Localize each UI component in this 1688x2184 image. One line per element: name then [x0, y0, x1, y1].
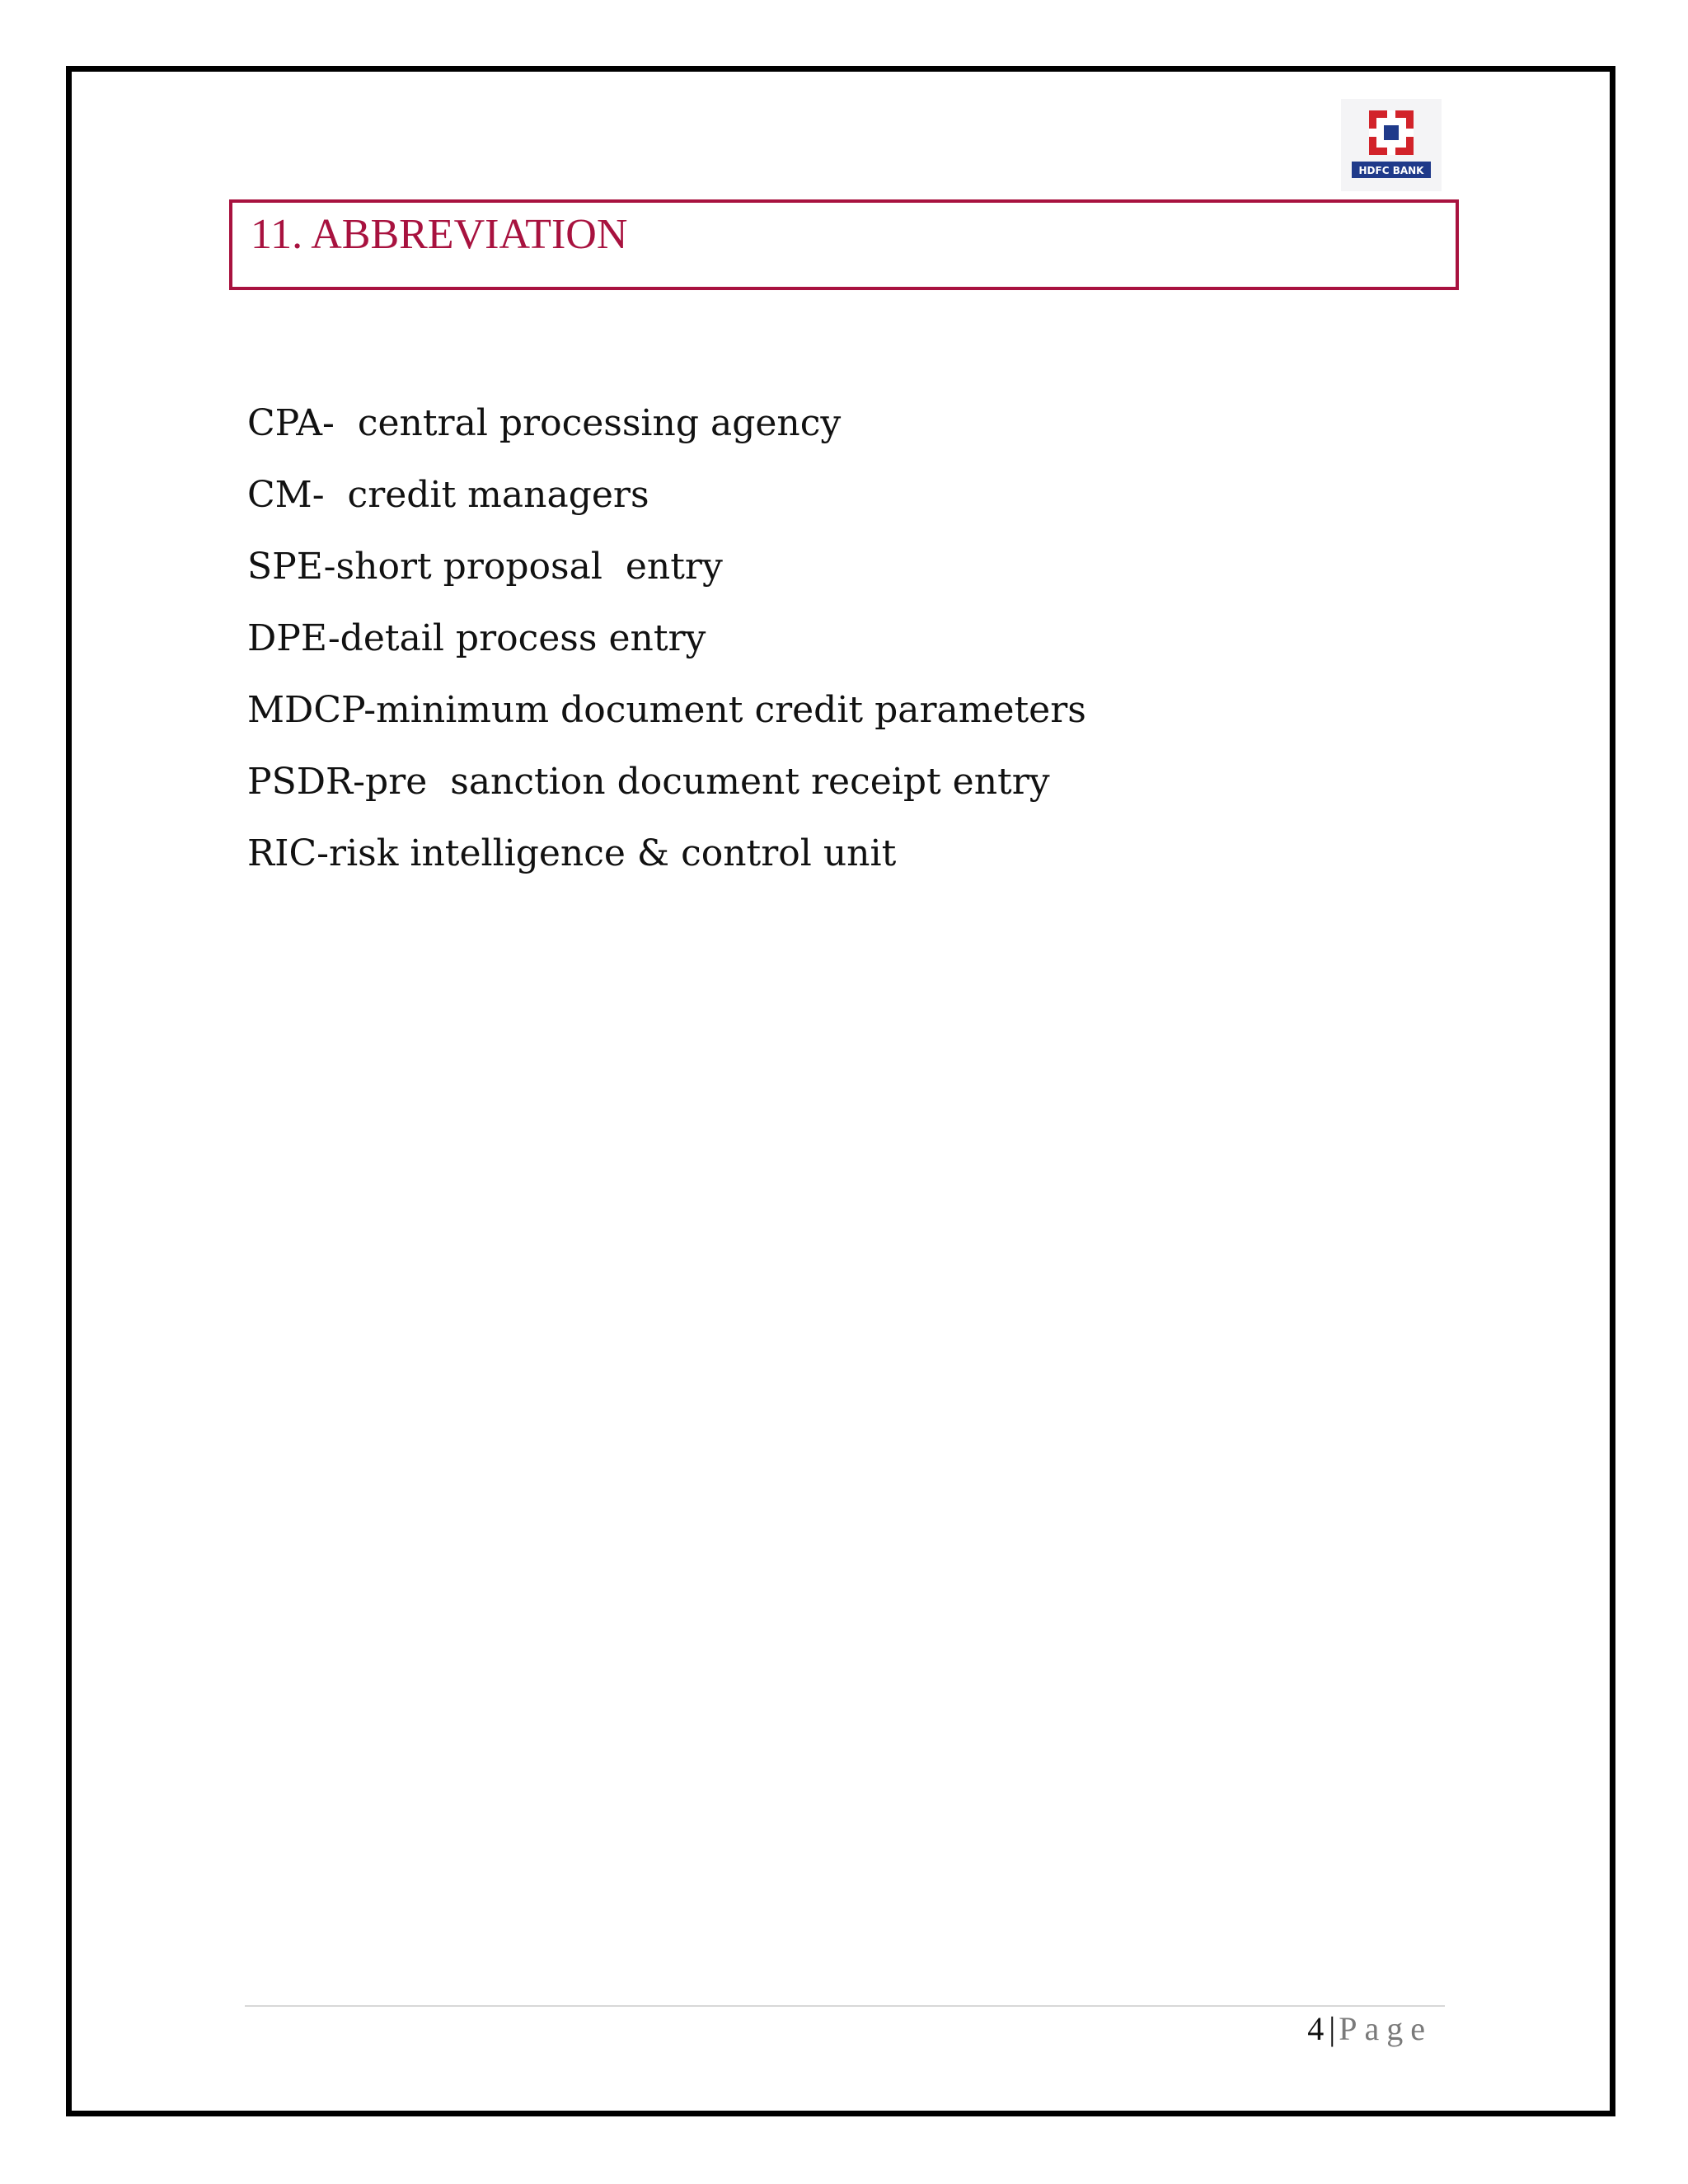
section-title-box [229, 199, 1459, 290]
page-label: Page [1339, 2010, 1432, 2047]
abbreviation-item: RIC-risk intelligence & control unit [247, 832, 897, 874]
abbreviation-item: DPE-detail process entry [247, 617, 706, 659]
abbreviation-item: CM- credit managers [247, 474, 649, 516]
footer-divider [245, 2005, 1445, 2007]
page-border [66, 66, 1615, 2116]
abbreviation-list [247, 387, 1086, 889]
page-separator: | [1329, 2010, 1336, 2047]
page-footer [1307, 2009, 1432, 2049]
logo-wordmark: HDFC BANK [1358, 165, 1424, 176]
abbreviation-item: MDCP-minimum document credit parameters [247, 689, 1086, 731]
abbreviation-item: PSDR-pre sanction document receipt entry [247, 761, 1050, 803]
hdfc-logo-icon [1341, 99, 1442, 191]
page-number: 4 [1307, 2010, 1325, 2047]
abbreviation-item: CPA- central processing agency [247, 402, 842, 444]
abbreviation-item: SPE-short proposal entry [247, 546, 723, 588]
hdfc-bank-logo [1341, 99, 1442, 191]
section-title: 11. ABBREVIATION [251, 211, 628, 258]
